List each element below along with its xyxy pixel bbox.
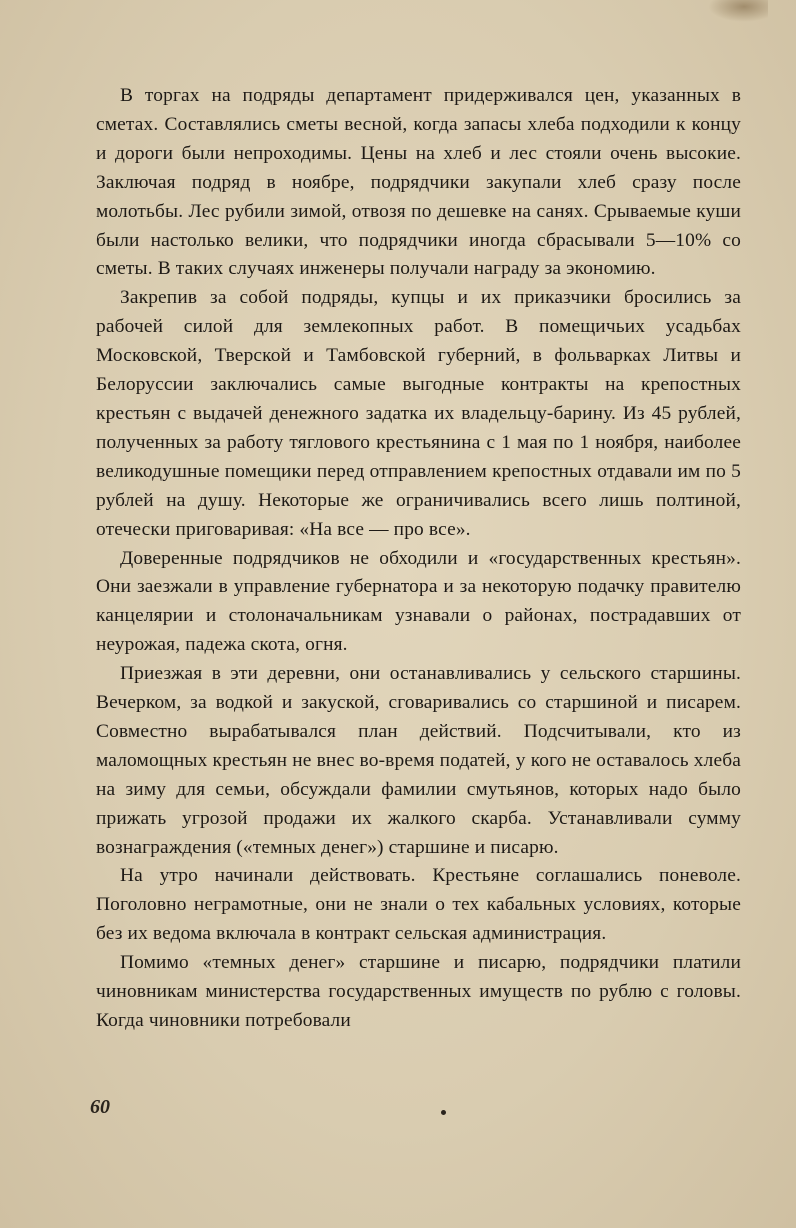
paragraph-3: Доверенные подрядчиков не обходили и «государственных крестьян». Они заезжали в управление губернатора и за некоторую подачку правителю канцелярии и столоначальникам узнавали о районах, пострадавших от неурожая, падежа скота, огня. bbox=[96, 547, 741, 656]
print-dot bbox=[441, 1110, 446, 1115]
paragraph-4: Приезжая в эти деревни, они останавливались у сельского старшины. Вечерком, за водкой и закуской, сговаривались со старшиной и писарем. Совместно вырабатывался план действий. Подсчитывали, кто из маломощных крестьян не внес во-время податей, у кого не оставалось хлеба на зиму для семьи, обсуждали фамилии смутьянов, которых надо было прижать угрозой продажи их жалкого скарба. Устанавливали сумму вознаграждения («темных денег») старшине и писарю. bbox=[96, 663, 741, 858]
paragraph-2: Закрепив за собой подряды, купцы и их приказчики бросились за рабочей силой для землекопных работ. В помещичьих усадьбах Московской, Тверской и Тамбовской губерний, в фольварках Литвы и Белоруссии заключались самые выгодные контракты на крепостных крестьян с выдачей денежного задатка их владельцу-барину. Из 45 рублей, полученных за работу тяглового крестьянина с 1 мая по 1 ноября, наиболее великодушные помещики перед отправлением крепостных отдавали им по 5 рублей на душу. Некоторые же ограничивались всего лишь полтиной, отечески приговаривая: «На все — про все». bbox=[96, 287, 741, 540]
paper-stain bbox=[708, 0, 768, 22]
paragraph-5: На утро начинали действовать. Крестьяне соглашались поневоле. Поголовно неграмотные, они не знали о тех кабальных условиях, которые без их ведома включала в контракт сельская администрация. bbox=[96, 865, 741, 945]
body-text bbox=[96, 82, 741, 1036]
paragraph-6: Помимо «темных денег» старшине и писарю, подрядчики платили чиновникам министерства государственных имуществ по рублю с головы. Когда чиновники потребовали bbox=[96, 952, 741, 1031]
paragraph-1: В торгах на подряды департамент придерживался цен, указанных в сметах. Составлялись сметы весной, когда запасы хлеба подходили к концу и дороги были непроходимы. Цены на хлеб и лес стояли очень высокие. Заключая подряд в ноябре, подрядчики закупали хлеб сразу после молотьбы. Лес рубили зимой, отвозя по дешевке на санях. Срываемые куши были настолько велики, что подрядчики иногда сбрасывали 5—10% со сметы. В таких случаях инженеры получали награду за экономию. bbox=[96, 85, 741, 280]
page-number: 60 bbox=[90, 1096, 110, 1118]
